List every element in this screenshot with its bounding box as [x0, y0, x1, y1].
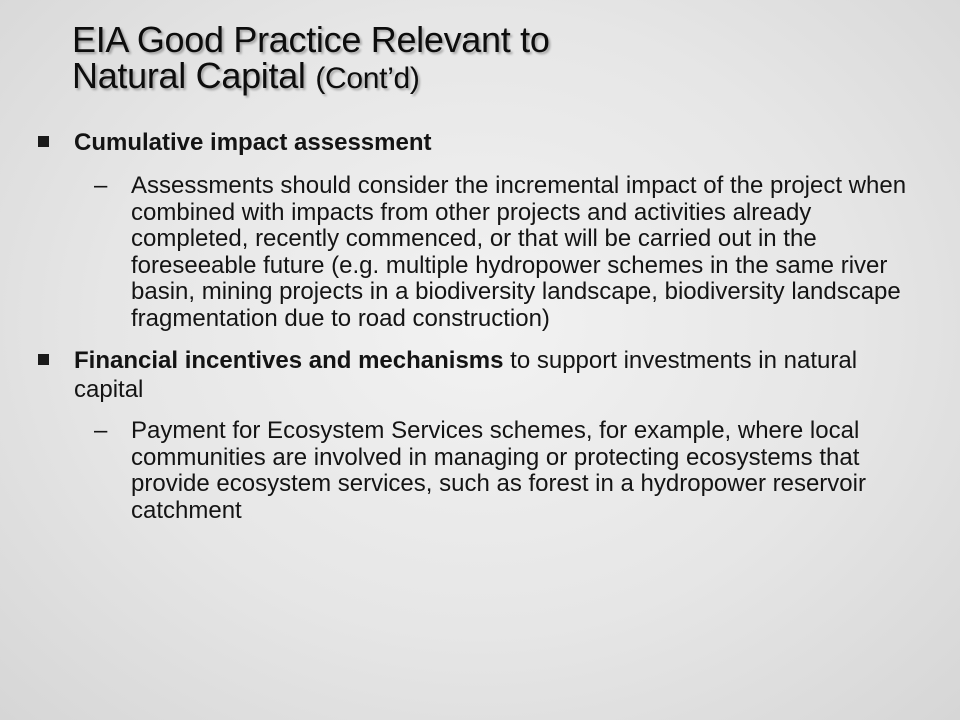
slide-title	[72, 19, 912, 97]
bullet-bold-text: Financial incentives and mechanisms	[74, 347, 504, 374]
slide-content	[38, 128, 928, 524]
dash-bullet-icon: –	[94, 172, 108, 199]
square-bullet-icon	[38, 136, 49, 147]
sub-bullet-text: Payment for Ecosystem Services schemes, for example, where local communities are involved in managing or protecting ecosystems that provide ecosystem services, such as forest in a hydropower reservoir catchment	[131, 417, 866, 524]
bullet-text	[74, 347, 857, 403]
bullet-rest-text: to support investments in natural capital	[74, 347, 858, 403]
title-line-2	[72, 55, 912, 97]
bullet-text	[74, 129, 431, 156]
bullet-bold-text: Cumulative impact assessment	[74, 129, 432, 156]
square-bullet-icon	[38, 354, 49, 365]
sub-bullet-item	[38, 418, 928, 524]
bullet-item	[38, 346, 928, 404]
sub-bullet-text: Assessments should consider the incremental impact of the project when combined with impacts from other projects and activities already completed, recently commenced, or that will be carried out in the foreseeable future (e.g. multiple hydropower schemes in the same river basin, mining projects in a biodiversity landscape, biodiversity landscape fragmentation due to road construction)	[131, 172, 907, 332]
sub-bullet-item	[38, 173, 928, 332]
title-line-1: EIA Good Practice Relevant to	[72, 19, 550, 60]
title-line-2-main: Natural Capital	[72, 55, 306, 96]
dash-bullet-icon: –	[94, 417, 108, 444]
bullet-item	[38, 128, 928, 157]
title-suffix: (Cont’d)	[315, 62, 420, 95]
